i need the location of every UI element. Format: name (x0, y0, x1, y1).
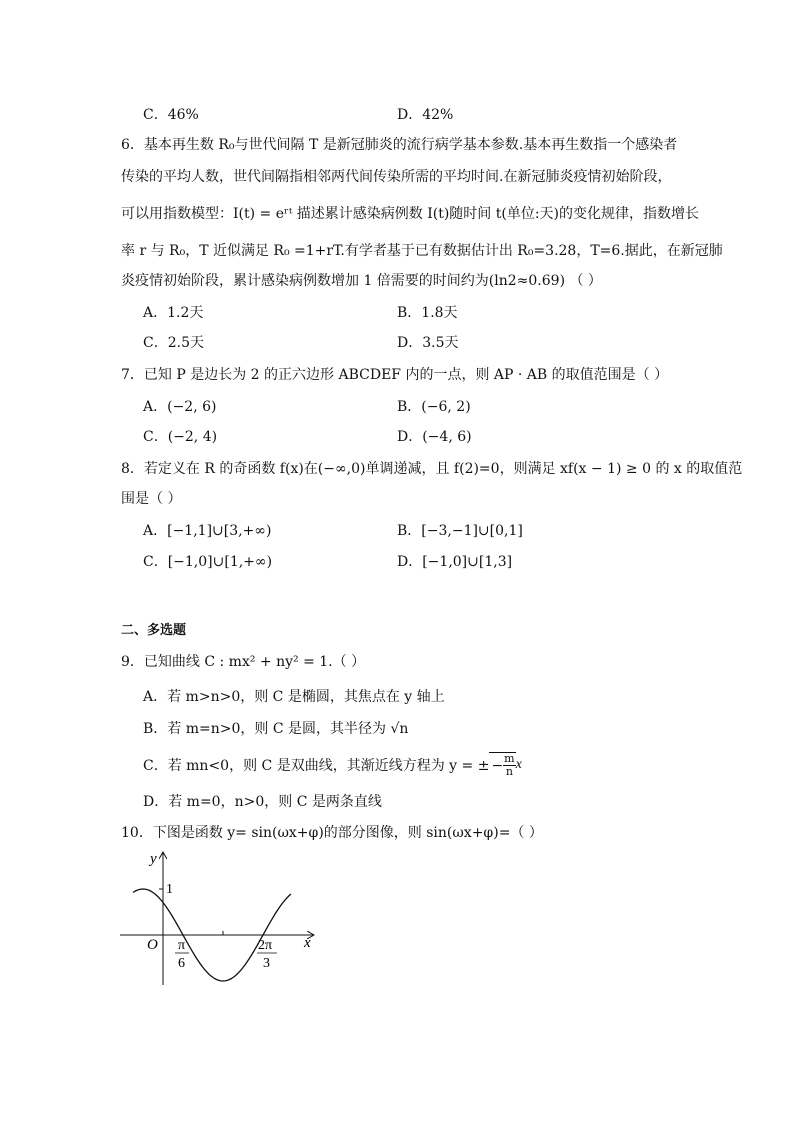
q8-option-c: C．[−1,0]∪[1,+∞) (143, 554, 273, 570)
q10-text-line1: 10．下图是函数 y= sin(ωx+φ)的部分图像，则 sin(ωx+φ)=（ ） (121, 825, 543, 841)
q6-text-line3: 可以用指数模型：I(t) = eʳᵗ 描述累计感染病例数 I(t)随时间 t(单位:天)的变化规律，指数增长 (121, 206, 700, 222)
q6-option-b: B．1.8天 (397, 305, 458, 321)
q9-option-c-text: C．若 mn<0，则 C 是双曲线，其渐近线方程为 y = ± (143, 758, 490, 774)
q8-text-line2: 围是（ ） (121, 491, 182, 507)
q9-option-a: A．若 m>n>0，则 C 是椭圆，其焦点在 y 轴上 (143, 689, 445, 705)
q6-option-d: D．3.5天 (397, 335, 459, 351)
q6-text-line4: 率 r 与 R₀，T 近似满足 R₀ =1+rT.有学者基于已有数据估计出 R₀=3.28，T=6.据此，在新冠肺 (121, 243, 723, 259)
q7-text-line1: 7．已知 P 是边长为 2 的正六边形 ABCDEF 内的一点，则 AP · AB 的取值范围是（ ） (121, 367, 669, 383)
q7-option-a: A．(−2, 6) (143, 399, 217, 415)
fraction-numerator: m (504, 752, 515, 765)
q7-option-d: D．(−4, 6) (397, 429, 472, 445)
section-heading-multiple-choice: 二、多选题 (121, 623, 187, 638)
two-pi-over-3-numerator: 2π (258, 938, 273, 953)
q7-option-b: B．(−6, 2) (397, 399, 471, 415)
pi-over-6-denominator: 6 (178, 956, 185, 971)
q8-text-line1: 8．若定义在 R 的奇函数 f(x)在(−∞,0)单调递减，且 f(2)=0，则满足 xf(x − 1) ≥ 0 的 x 的取值范 (121, 461, 743, 477)
q6-option-c: C．2.5天 (143, 335, 204, 351)
y-value-one-label: 1 (166, 882, 173, 897)
q6-text-line1: 6．基本再生数 R₀与世代间隔 T 是新冠肺炎的流行病学基本参数.基本再生数指一个感染者 (121, 137, 678, 153)
q9-option-c (143, 752, 522, 778)
sqrt-expression (489, 752, 515, 778)
pi-over-6-numerator: π (178, 938, 186, 953)
x-axis-label: x (304, 935, 311, 951)
q6-option-a: A．1.2天 (143, 305, 204, 321)
two-pi-over-3-denominator: 3 (263, 956, 270, 971)
sine-graph (115, 845, 335, 995)
q8-option-a: A．[−1,1]∪[3,+∞) (143, 523, 272, 539)
minus-sign: − (491, 757, 504, 774)
q9-text-line1: 9．已知曲线 C : mx² + ny² = 1.（ ） (121, 654, 366, 670)
q9-option-b: B．若 m=n>0，则 C 是圆，其半径为 √n (143, 721, 409, 737)
q9-option-d: D．若 m=0，n>0，则 C 是两条直线 (143, 794, 382, 810)
q8-option-b: B．[−3,−1]∪[0,1] (397, 523, 523, 539)
q8-option-d: D．[−1,0]∪[1,3] (397, 554, 513, 570)
origin-label: O (147, 937, 158, 953)
q7-option-c: C．(−2, 4) (143, 429, 218, 445)
fraction (503, 753, 515, 778)
fraction-denominator: n (505, 765, 513, 778)
q6-text-line2: 传染的平均人数，世代间隔指相邻两代间传染所需的平均时间.在新冠肺炎疫情初始阶段， (121, 169, 672, 185)
q9-option-c-x: x (515, 757, 522, 772)
q5-option-c: C．46% (143, 107, 199, 123)
q6-text-line5: 炎疫情初始阶段，累计感染病例数增加 1 倍需要的时间约为(ln2≈0.69) （ ） (121, 273, 602, 289)
y-axis-label: y (150, 851, 157, 867)
q5-option-d: D．42% (397, 107, 454, 123)
